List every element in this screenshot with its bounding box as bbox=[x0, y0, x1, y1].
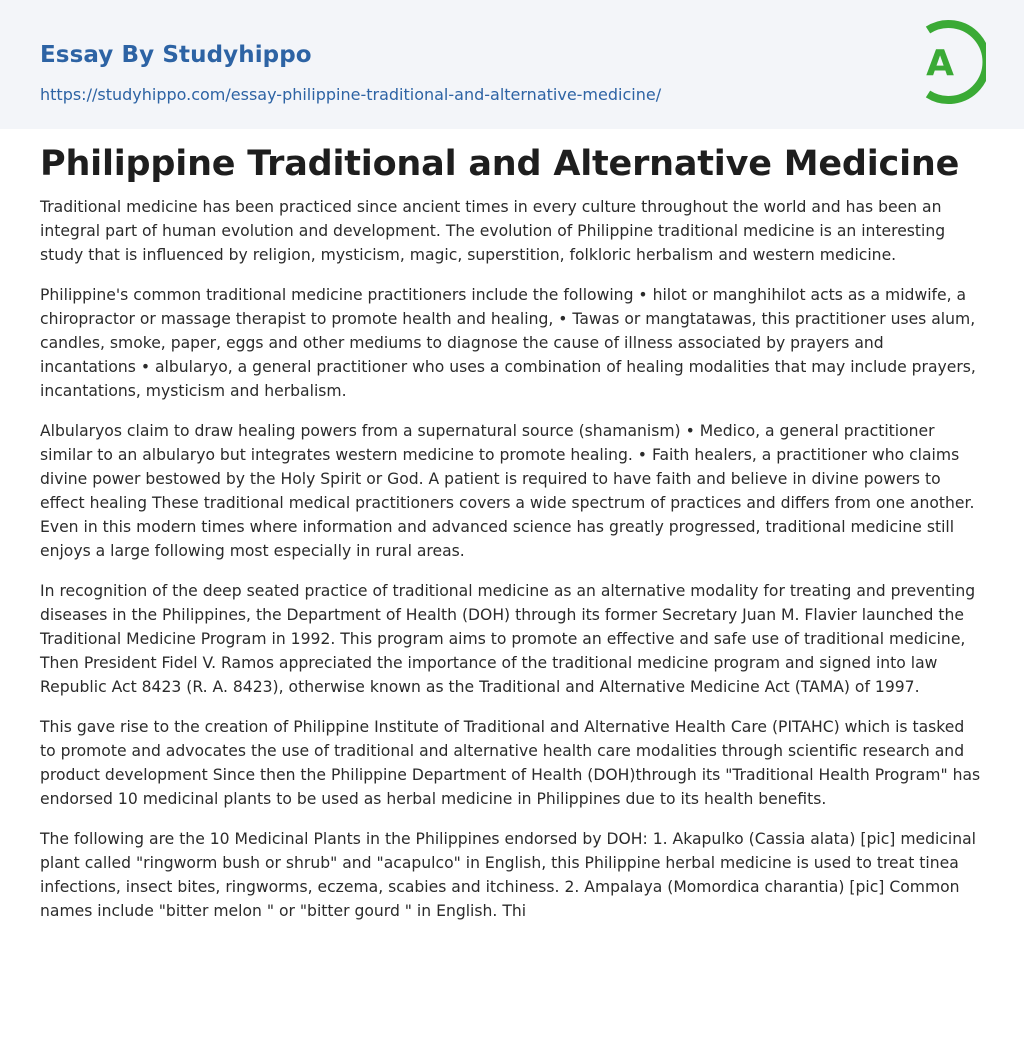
site-brand[interactable]: Essay By Studyhippo bbox=[40, 42, 312, 68]
svg-text:A: A bbox=[926, 43, 954, 84]
essay-body bbox=[40, 195, 984, 939]
site-header bbox=[0, 0, 1024, 129]
paragraph: Albularyos claim to draw healing powers from a supernatural source (shamanism) • Medico, a general practitioner similar to an albularyo but integrates western medicine to promote healing. • Faith healers, a practitioner who claims divine power bestowed by the Holy Spirit or God. A patient is required to have faith and believe in divine powers to effect healing These traditional medical practitioners covers a wide spectrum of practices and differs from one another. Even in this modern times where information and advanced science has greatly progressed, traditional medicine still enjoys a large following most especially in rural areas. bbox=[40, 422, 975, 560]
studyhippo-logo-icon[interactable] bbox=[912, 19, 986, 105]
paragraph: In recognition of the deep seated practice of traditional medicine as an alternative modality for treating and preventing diseases in the Philippines, the Department of Health (DOH) through its former Secretary Juan M. Flavier launched the Traditional Medicine Program in 1992. This program aims to promote an effective and safe use of traditional medicine, Then President Fidel V. Ramos appreciated the importance of the traditional medicine program and signed into law Republic Act 8423 (R. A. 8423), otherwise known as the Traditional and Alternative Medicine Act (TAMA) of 1997. bbox=[40, 582, 976, 696]
paragraph: Traditional medicine has been practiced since ancient times in every culture throughout the world and has been an integral part of human evolution and development. The evolution of Philippine traditional medicine is an interesting study that is influenced by religion, mysticism, magic, superstition, folkloric herbalism and western medicine. bbox=[40, 198, 946, 264]
page-title: Philippine Traditional and Alternative Medicine bbox=[40, 144, 960, 184]
essay-url-link[interactable]: https://studyhippo.com/essay-philippine-traditional-and-alternative-medicine/ bbox=[40, 85, 662, 104]
paragraph: This gave rise to the creation of Philippine Institute of Traditional and Alternative Health Care (PITAHC) which is tasked to promote and advocates the use of traditional and alternative health care modalities through scientific research and product development Since then the Philippine Department of Health (DOH)through its "Traditional Health Program" has endorsed 10 medicinal plants to be used as herbal medicine in Philippines due to its health benefits. bbox=[40, 718, 981, 808]
paragraph: The following are the 10 Medicinal Plants in the Philippines endorsed by DOH: 1. Akapulko (Cassia alata) [pic] medicinal plant called "ringworm bush or shrub" and "acapulco" in English, this Philippine herbal medicine is used to treat tinea infections, insect bites, ringworms, eczema, scabies and itchiness. 2. Ampalaya (Momordica charantia) [pic] Common names include "bitter melon " or "bitter gourd " in English. Thi bbox=[40, 830, 977, 920]
paragraph: Philippine's common traditional medicine practitioners include the following • hilot or manghihilot acts as a midwife, a chiropractor or massage therapist to promote health and healing, • Tawas or mangtatawas, this practitioner uses alum, candles, smoke, paper, eggs and other mediums to diagnose the cause of illness associated by prayers and incantations • albularyo, a general practitioner who uses a combination of healing modalities that may include prayers, incantations, mysticism and herbalism. bbox=[40, 286, 976, 400]
